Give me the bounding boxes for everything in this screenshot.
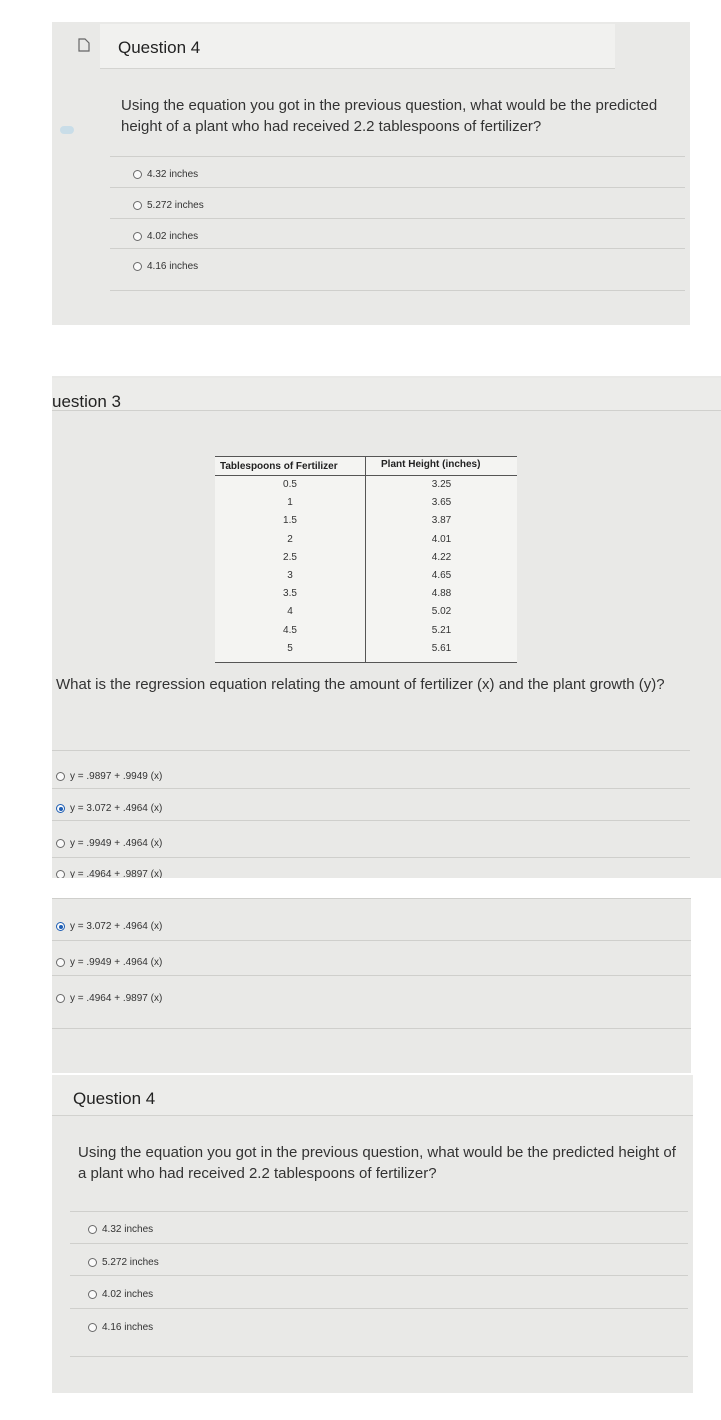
radio-button[interactable] <box>56 772 65 781</box>
table-cell-fertilizer: 4 <box>287 606 293 618</box>
answer-option[interactable] <box>88 1322 153 1333</box>
radio-button[interactable] <box>133 201 142 210</box>
radio-button[interactable] <box>56 870 65 878</box>
divider <box>52 820 690 821</box>
table-cell-height: 3.65 <box>431 497 452 509</box>
question-title: Question 4 <box>118 38 201 57</box>
radio-button-selected[interactable] <box>56 922 65 931</box>
data-table <box>215 456 517 663</box>
divider <box>52 898 691 899</box>
divider <box>52 750 690 751</box>
option-label: y = .4964 + .9897 (x) <box>70 869 163 878</box>
table-header-border <box>215 475 517 476</box>
divider <box>70 1356 688 1357</box>
answer-option[interactable] <box>56 838 162 849</box>
flag-icon <box>60 126 74 134</box>
table-cell-height: 4.01 <box>431 533 452 545</box>
divider <box>110 218 685 219</box>
question-title: uestion 3 <box>52 392 121 411</box>
table-cell-fertilizer: 2.5 <box>283 551 297 563</box>
radio-button-selected[interactable] <box>56 804 65 813</box>
table-cell-fertilizer: 5 <box>287 642 293 654</box>
table-cell-height: 5.61 <box>431 642 452 654</box>
table-cell-height: 4.22 <box>431 551 452 563</box>
radio-button[interactable] <box>133 232 142 241</box>
table-top-border <box>215 456 517 457</box>
radio-button[interactable] <box>56 958 65 967</box>
answer-option[interactable] <box>56 771 162 782</box>
divider <box>110 156 685 157</box>
table-cell-height: 4.88 <box>431 588 452 600</box>
divider <box>52 788 690 789</box>
option-label: y = .9949 + .4964 (x) <box>70 838 163 849</box>
option-label: y = .4964 + .9897 (x) <box>70 993 163 1004</box>
answer-option[interactable] <box>56 803 162 814</box>
radio-button[interactable] <box>88 1225 97 1234</box>
table-cell-fertilizer: 3 <box>287 570 293 581</box>
answer-option[interactable] <box>56 921 162 932</box>
radio-button[interactable] <box>88 1323 97 1332</box>
divider <box>70 1243 688 1244</box>
answer-option-cropped[interactable] <box>56 869 256 878</box>
table-cell-height: 5.21 <box>431 624 452 636</box>
radio-button[interactable] <box>133 170 142 179</box>
option-label: y = 3.072 + .4964 (x) <box>70 803 163 814</box>
column-header: Plant Height (inches) <box>381 459 481 470</box>
answer-option[interactable] <box>133 261 198 272</box>
table-cell-fertilizer: 0.5 <box>283 479 297 490</box>
table-cell-height: 3.87 <box>431 515 452 527</box>
question-text: Using the equation you got in the previous question, what would be the predicted height of a plant who had received 2.2 tablespoons of fertilizer? <box>121 97 658 135</box>
column-header: Tablespoons of Fertilizer <box>220 461 338 472</box>
table-cell-height: 5.02 <box>431 606 452 618</box>
answer-option[interactable] <box>133 231 198 242</box>
divider <box>110 290 685 291</box>
answer-option[interactable] <box>133 200 204 211</box>
table-cell-fertilizer: 3.5 <box>283 588 297 600</box>
radio-button[interactable] <box>88 1290 97 1299</box>
divider <box>70 1308 688 1309</box>
divider <box>52 940 691 941</box>
option-label: y = .9949 + .4964 (x) <box>70 957 163 968</box>
table-bottom-border <box>215 662 517 663</box>
answer-option[interactable] <box>56 993 162 1004</box>
divider <box>110 187 685 188</box>
question-header-bar <box>52 378 721 411</box>
radio-button[interactable] <box>133 262 142 271</box>
table-cell-fertilizer: 1 <box>287 497 293 509</box>
divider <box>52 975 691 976</box>
question-text: Using the equation you got in the previous question, what would be the predicted height of a plant who had received 2.2 tablespoons of fertilizer? <box>78 1144 676 1182</box>
option-label: 5.272 inches <box>102 1257 159 1268</box>
option-label: 4.16 inches <box>102 1322 154 1333</box>
divider <box>110 248 685 249</box>
radio-button[interactable] <box>56 839 65 848</box>
question-title: Question 4 <box>73 1089 156 1108</box>
answer-option[interactable] <box>88 1289 153 1300</box>
radio-button[interactable] <box>88 1258 97 1267</box>
radio-button[interactable] <box>56 994 65 1003</box>
option-label: y = .9897 + .9949 (x) <box>70 771 163 782</box>
option-label: 4.32 inches <box>102 1224 154 1235</box>
option-label: 4.02 inches <box>102 1289 154 1300</box>
option-label: y = 3.072 + .4964 (x) <box>70 921 163 932</box>
divider <box>52 1028 691 1029</box>
table-cell-fertilizer: 1.5 <box>283 515 297 527</box>
question-text: What is the regression equation relating the amount of fertilizer (x) and the plant growth (y)? <box>56 676 665 693</box>
answer-option[interactable] <box>56 957 162 968</box>
document-icon <box>78 38 90 52</box>
answer-option[interactable] <box>88 1224 153 1235</box>
option-label: 4.16 inches <box>147 261 199 272</box>
answer-option[interactable] <box>88 1257 159 1268</box>
answer-option[interactable] <box>133 169 198 180</box>
divider <box>52 857 690 858</box>
option-label: 4.02 inches <box>147 231 199 242</box>
divider <box>70 1211 688 1212</box>
table-cell-height: 4.65 <box>431 570 452 581</box>
table-cell-height: 3.25 <box>431 479 452 490</box>
table-cell-fertilizer: 2 <box>287 533 293 545</box>
divider <box>70 1275 688 1276</box>
option-label: 4.32 inches <box>147 169 199 180</box>
table-cell-fertilizer: 4.5 <box>283 624 297 636</box>
option-label: 5.272 inches <box>147 200 204 211</box>
